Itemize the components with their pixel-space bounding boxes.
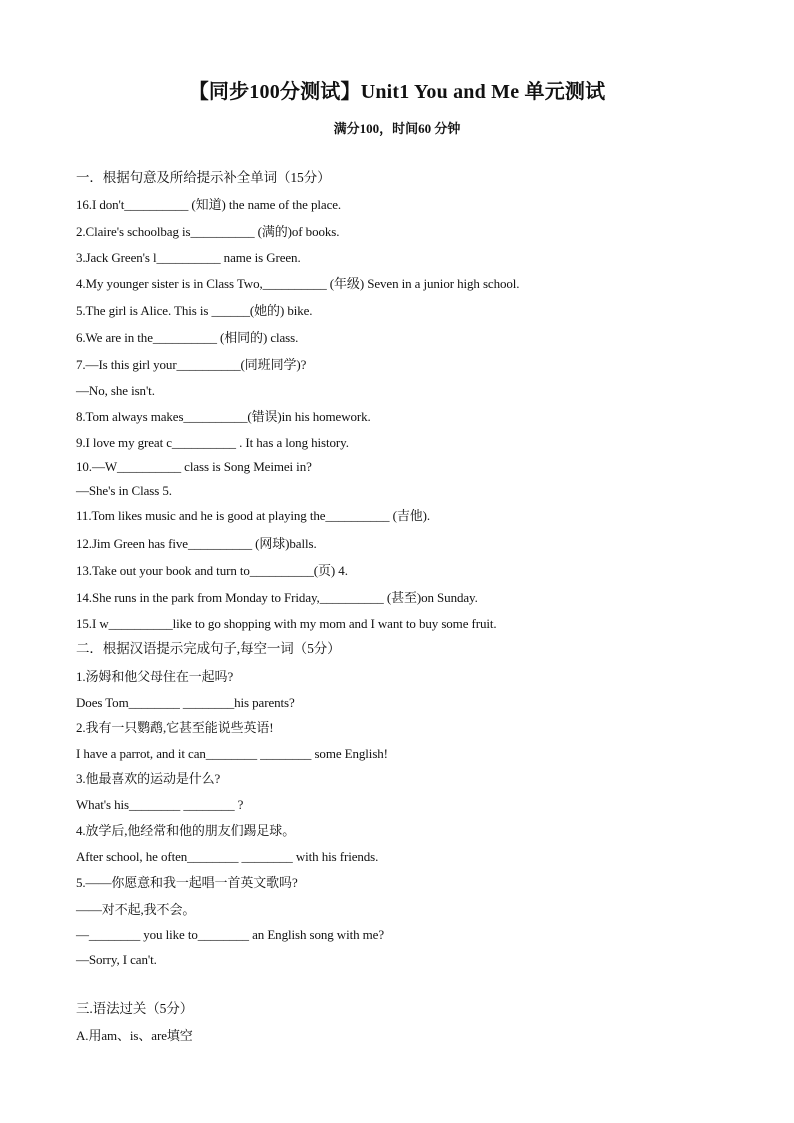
section-2-heading: 二．根据汉语提示完成句子,每空一词（5分）	[76, 641, 341, 656]
exercise-line: ——对不起,我不会。	[76, 902, 196, 917]
exercise-line: —No, she isn't.	[76, 383, 155, 398]
exercise-line: 16.I don't__________ (知道) the name of the place.	[76, 197, 342, 212]
exercise-line: 12.Jim Green has five__________ (网球)balls.	[76, 536, 317, 551]
exercise-line: —________ you like to________ an English song with me?	[76, 927, 385, 942]
section-1-heading: 一．根据句意及所给提示补全单词（15分）	[76, 170, 331, 185]
exercise-line: 4.My younger sister is in Class Two,__________ (年级) Seven in a junior high school.	[76, 276, 520, 291]
exercise-line: 3.他最喜欢的运动是什么?	[76, 771, 221, 786]
exercise-line: What's his________ ________ ?	[76, 797, 244, 812]
exercise-line: 4.放学后,他经常和他的朋友们踢足球。	[76, 823, 296, 838]
exercise-line: 9.I love my great c__________ . It has a long history.	[76, 435, 349, 450]
exercise-line: 13.Take out your book and turn to__________(页) 4.	[76, 563, 348, 578]
section-3-heading: 三.语法过关（5分）	[76, 1001, 194, 1016]
exercise-line: —Sorry, I can't.	[76, 952, 157, 967]
exercise-line: After school, he often________ ________ with his friends.	[76, 849, 379, 864]
exercise-line: —She's in Class 5.	[76, 483, 172, 498]
exercise-line: 7.—Is this girl your__________(同班同学)?	[76, 357, 307, 372]
section-3-subheading: A.用am、is、are填空	[76, 1028, 193, 1043]
page-subtitle: 满分100，时间60 分钟	[333, 121, 461, 136]
exercise-line: 3.Jack Green's l__________ name is Green.	[76, 250, 301, 265]
exercise-line: 11.Tom likes music and he is good at playing the__________ (吉他).	[76, 508, 430, 523]
exercise-line: 1.汤姆和他父母住在一起吗?	[76, 669, 234, 684]
exercise-line: 2.Claire's schoolbag is__________ (满的)of books.	[76, 224, 340, 239]
exercise-line: 14.She runs in the park from Monday to Friday,__________ (甚至)on Sunday.	[76, 590, 478, 605]
exercise-line: 5.The girl is Alice. This is ______(她的) bike.	[76, 303, 313, 318]
exercise-line: 15.I w__________like to go shopping with my mom and I want to buy some fruit.	[76, 616, 497, 631]
exercise-line: Does Tom________ ________his parents?	[76, 695, 295, 710]
exercise-line: 2.我有一只鹦鹉,它甚至能说些英语!	[76, 720, 274, 735]
exercise-line: 5.——你愿意和我一起唱一首英文歌吗?	[76, 875, 298, 890]
page-title: 【同步100分测试】Unit1 You and Me 单元测试	[188, 81, 606, 103]
exercise-line: 6.We are in the__________ (相同的) class.	[76, 330, 299, 345]
exercise-line: 10.—W__________ class is Song Meimei in?	[76, 459, 312, 474]
exercise-line: I have a parrot, and it can________ ________ some English!	[76, 746, 388, 761]
exercise-line: 8.Tom always makes__________(错误)in his homework.	[76, 409, 371, 424]
